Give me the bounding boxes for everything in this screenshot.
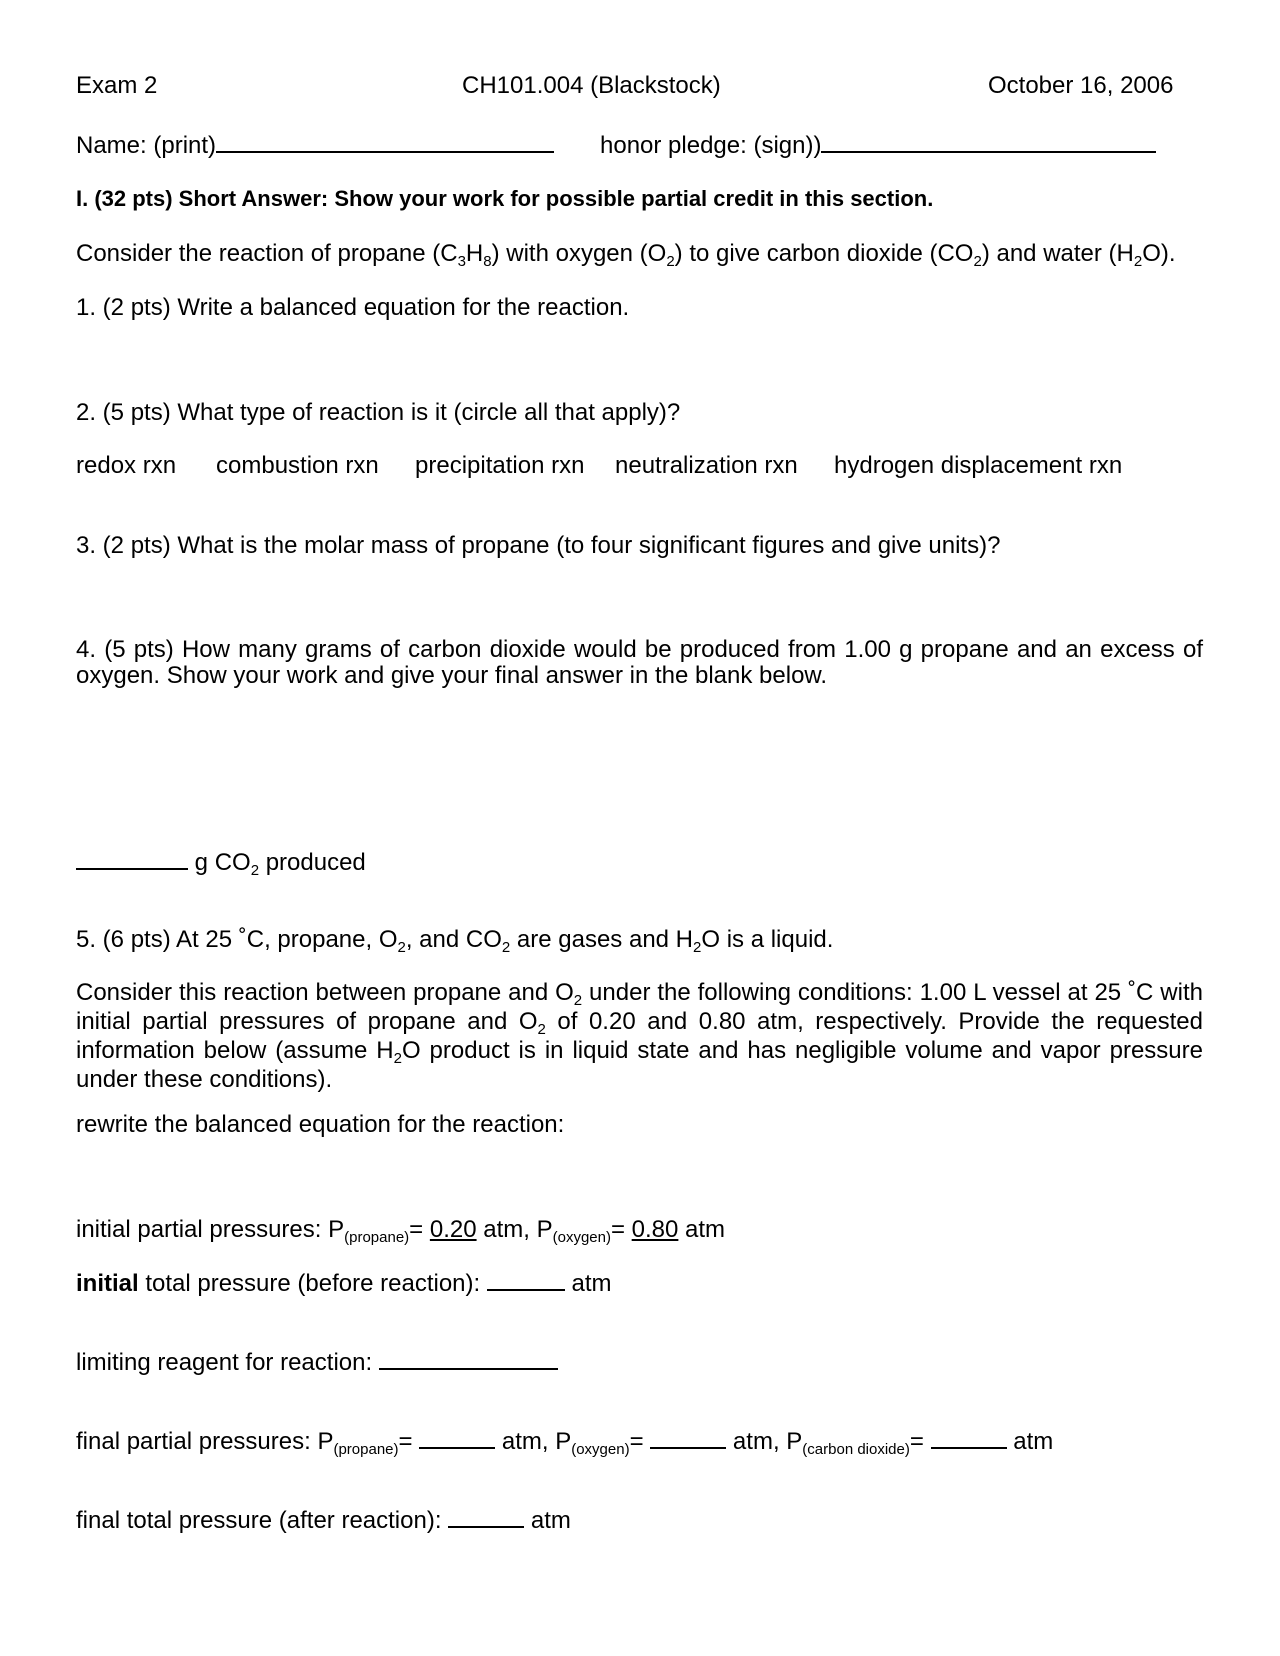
choice-precipitation[interactable]: precipitation rxn	[415, 452, 585, 479]
name-row	[76, 131, 554, 160]
final-propane-blank[interactable]	[419, 1427, 495, 1449]
limiting-reagent: limiting reagent for reaction:	[76, 1348, 558, 1377]
value-oxygen: 0.80	[631, 1216, 679, 1243]
final-co2-blank[interactable]	[931, 1427, 1007, 1449]
limiting-reagent-blank[interactable]	[379, 1348, 558, 1370]
final-oxygen-blank[interactable]	[650, 1427, 726, 1449]
q5-rewrite: rewrite the balanced equation for the reaction:	[76, 1111, 565, 1138]
reaction-choices	[76, 452, 1203, 480]
choice-redox[interactable]: redox rxn	[76, 452, 177, 479]
initial-total-pressure: initial total pressure (before reaction): atm	[76, 1270, 612, 1297]
section-title: I. (32 pts) Short Answer: Show your work for possible partial credit in this section.	[76, 186, 934, 211]
final-partial-pressures: final partial pressures: $P_{(propane)}=$ atm, $P_{(oxygen)}=$ atm, $P_{(carbon dioxide)}=$ atm	[76, 1428, 1054, 1458]
pledge-row	[600, 131, 1156, 160]
initial-total-blank[interactable]	[487, 1269, 565, 1291]
q4-answer-blank[interactable]	[76, 848, 188, 870]
q5-conditions: Consider this reaction between propane and $O_2$ under the following conditions: 1.00 L vessel at 25 ˚C with initial partial pressures of propane and $O_2$ of 0.20 and 0.80 atm, respectively. Provide the requested information below (assume $H_2O$ product is in liquid state and has negligible volume and vapor pressure under these conditions).	[76, 979, 1203, 1093]
final-total-blank[interactable]	[448, 1506, 524, 1528]
header-exam: Exam 2	[76, 72, 158, 99]
name-label: Name: (print)	[76, 132, 217, 159]
q4-answer-row: g $CO_2$ produced	[76, 848, 366, 880]
question-1: 1. (2 pts) Write a balanced equation for the reaction.	[76, 294, 630, 321]
value-propane: 0.20	[429, 1216, 477, 1243]
question-4: 4. (5 pts) How many grams of carbon dioxide would be produced from 1.00 g propane and an excess of oxygen. Show your work and give your final answer in the blank below.	[76, 636, 1203, 689]
choice-neutralization[interactable]: neutralization rxn	[615, 452, 798, 479]
pledge-label: honor pledge: (sign))	[600, 132, 822, 159]
question-5: 5. (6 pts) At 25 ˚C, propane, $O_2$, and $CO_2$ are gases and $H_2O$ is a liquid.	[76, 926, 834, 956]
header-date: October 16, 2006	[988, 72, 1174, 99]
choice-combustion[interactable]: combustion rxn	[216, 452, 379, 479]
initial-partial-pressures: initial partial pressures: $P_{(propane)}= 0.20$ atm, $P_{(oxygen)}= 0.80$ atm	[76, 1216, 726, 1246]
pledge-blank[interactable]	[821, 131, 1156, 153]
final-total-pressure: final total pressure (after reaction): atm	[76, 1507, 571, 1534]
question-2: 2. (5 pts) What type of reaction is it (circle all that apply)?	[76, 399, 681, 426]
question-3: 3. (2 pts) What is the molar mass of propane (to four significant figures and give units)?	[76, 532, 1001, 559]
name-blank[interactable]	[216, 131, 554, 153]
header-course: CH101.004 (Blackstock)	[462, 72, 721, 99]
intro-text: Consider the reaction of propane $(C_3H_8)$ with oxygen $(O_2)$ to give carbon dioxide $(CO_2)$ and water $(H_2O)$.	[76, 240, 1176, 270]
choice-hydrogen-displacement[interactable]: hydrogen displacement rxn	[834, 452, 1123, 479]
